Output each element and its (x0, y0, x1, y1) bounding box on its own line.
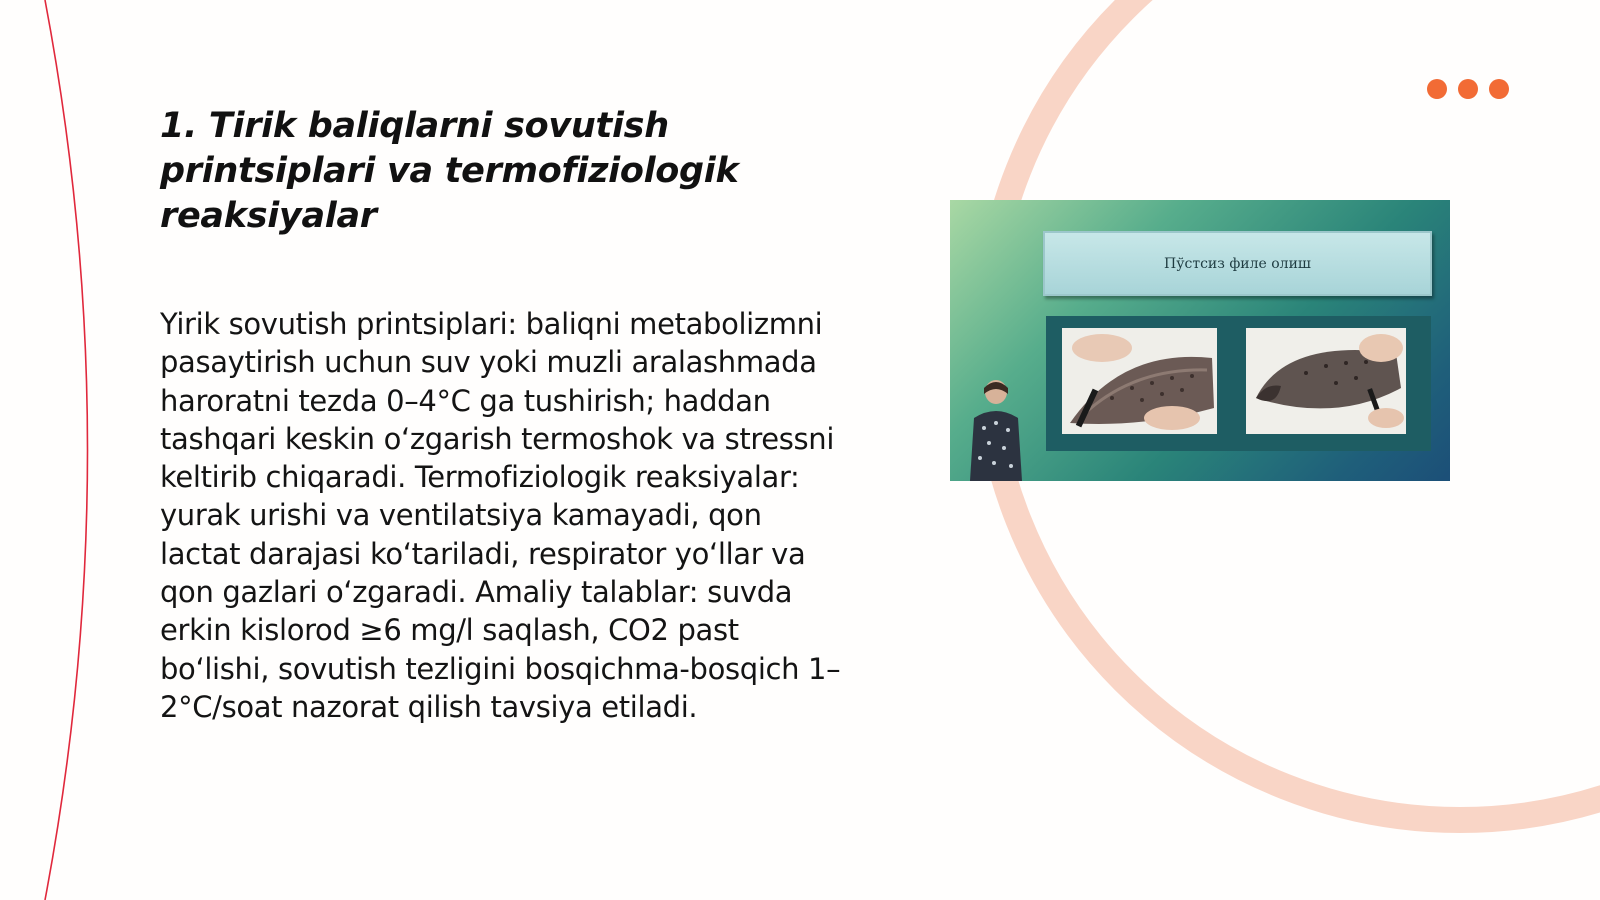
more-dots-icon (1427, 79, 1509, 99)
dot-3 (1489, 79, 1509, 99)
fish-fillet-photo-right (1246, 328, 1406, 434)
fish-fillet-photo-left (1062, 328, 1217, 434)
photo-frame (1046, 316, 1431, 451)
dot-1 (1427, 79, 1447, 99)
dot-2 (1458, 79, 1478, 99)
video-banner-title: Пўстсиз филе олиш (1043, 231, 1432, 296)
presenter-figure (964, 378, 1028, 481)
video-still-image (950, 200, 1450, 481)
slide-title: 1. Tirik baliqlarni sovutish printsiplari va termofiziologik reaksiyalar (160, 106, 739, 236)
slide-body-text: Yirik sovutish printsiplari: baliqni metabolizmni pasaytirish uchun suv yoki muzli aralashmada haroratni tezda 0–4°C ga tushirish; haddan tashqari keskin oʻzgarish termoshok va stressni keltirib chiqaradi. Termofiziologik reaksiyalar: yurak urishi va ventilatsiya kamayadi, qon lactat darajasi koʻtariladi, respirator yoʻllar va qon gazlari oʻzgaradi. Amaliy talablar: suvda erkin kislorod ≥6 mg/l saqlash, CO2 past boʻlishi, sovutish tezligini bosqichma-bosqich 1–2°C/soat nazorat qilish tavsiya etiladi. (160, 307, 841, 724)
left-red-arc (45, 0, 88, 900)
